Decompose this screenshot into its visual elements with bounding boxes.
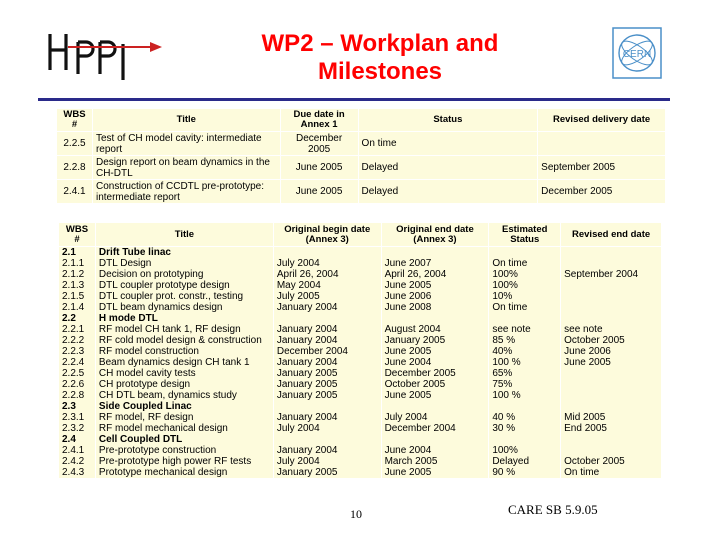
milestone-status: Delayed <box>358 156 538 180</box>
milestone-status: Delayed <box>358 180 538 204</box>
workplan-row <box>59 423 662 434</box>
workplan-wbs: 2.4 <box>59 434 96 445</box>
workplan-revised: June 2006 <box>561 346 662 357</box>
workplan-header-cell: Title <box>95 223 273 247</box>
workplan-wbs: 2.3.1 <box>59 412 96 423</box>
title-divider <box>38 98 670 101</box>
workplan-end: January 2005 <box>381 335 489 346</box>
workplan-status <box>489 401 561 412</box>
workplan-row <box>59 445 662 456</box>
cern-logo <box>612 27 662 79</box>
workplan-begin: April 26, 2004 <box>273 269 381 280</box>
workplan-status: 30 % <box>489 423 561 434</box>
workplan-begin: January 2004 <box>273 357 381 368</box>
workplan-status: 100% <box>489 445 561 456</box>
workplan-wbs: 2.2.4 <box>59 357 96 368</box>
workplan-title: Decision on prototyping <box>95 269 273 280</box>
milestone-wbs: 2.4.1 <box>57 180 93 204</box>
workplan-wbs: 2.2.3 <box>59 346 96 357</box>
milestone-title: Test of CH model cavity: intermediate report <box>92 132 280 156</box>
workplan-wbs: 2.2.2 <box>59 335 96 346</box>
workplan-section-row <box>59 313 662 324</box>
workplan-revised: End 2005 <box>561 423 662 434</box>
workplan-revised <box>561 247 662 259</box>
workplan-revised <box>561 445 662 456</box>
milestones-row <box>57 180 666 204</box>
workplan-header-cell: Estimated Status <box>489 223 561 247</box>
workplan-row <box>59 335 662 346</box>
workplan-title: RF model mechanical design <box>95 423 273 434</box>
hippi-logo <box>44 30 170 82</box>
workplan-title: Drift Tube linac <box>95 247 273 259</box>
workplan-title: Cell Coupled DTL <box>95 434 273 445</box>
milestone-status: On time <box>358 132 538 156</box>
milestones-row <box>57 132 666 156</box>
workplan-title: Beam dynamics design CH tank 1 <box>95 357 273 368</box>
workplan-status: see note <box>489 324 561 335</box>
workplan-wbs: 2.1.3 <box>59 280 96 291</box>
workplan-revised <box>561 379 662 390</box>
workplan-wbs: 2.2 <box>59 313 96 324</box>
workplan-row <box>59 368 662 379</box>
milestones-table <box>56 108 666 204</box>
workplan-revised: September 2004 <box>561 269 662 280</box>
workplan-title: CH model cavity tests <box>95 368 273 379</box>
title-line-2: Milestones <box>317 58 443 85</box>
workplan-status: 100% <box>489 280 561 291</box>
workplan-status <box>489 313 561 324</box>
workplan-begin: July 2004 <box>273 258 381 269</box>
workplan-begin: July 2004 <box>273 423 381 434</box>
workplan-row <box>59 412 662 423</box>
milestones-header-row <box>57 109 666 132</box>
milestone-title: Construction of CCDTL pre-prototype: intermediate report <box>92 180 280 204</box>
workplan-wbs: 2.2.6 <box>59 379 96 390</box>
workplan-status: 40% <box>489 346 561 357</box>
workplan-section-row <box>59 434 662 445</box>
workplan-wbs: 2.1.4 <box>59 302 96 313</box>
workplan-row <box>59 379 662 390</box>
workplan-begin: January 2005 <box>273 379 381 390</box>
workplan-wbs: 2.2.5 <box>59 368 96 379</box>
milestones-header-cell: Status <box>358 109 538 132</box>
milestone-wbs: 2.2.5 <box>57 132 93 156</box>
workplan-wbs: 2.3 <box>59 401 96 412</box>
workplan-title: CH prototype design <box>95 379 273 390</box>
workplan-title: RF cold model design & construction <box>95 335 273 346</box>
workplan-row <box>59 357 662 368</box>
workplan-table <box>58 222 662 478</box>
title-line-1: WP2 – Workplan and <box>261 30 499 57</box>
workplan-title: DTL coupler prototype design <box>95 280 273 291</box>
workplan-end: March 2005 <box>381 456 489 467</box>
workplan-status: 100 % <box>489 357 561 368</box>
workplan-begin: January 2005 <box>273 467 381 478</box>
workplan-title: Side Coupled Linac <box>95 401 273 412</box>
workplan-end: December 2004 <box>381 423 489 434</box>
workplan-end: June 2005 <box>381 390 489 401</box>
workplan-begin: January 2004 <box>273 324 381 335</box>
workplan-wbs: 2.4.3 <box>59 467 96 478</box>
workplan-row <box>59 324 662 335</box>
workplan-revised <box>561 291 662 302</box>
workplan-revised: October 2005 <box>561 456 662 467</box>
page-number: 10 <box>350 507 362 521</box>
workplan-begin: July 2005 <box>273 291 381 302</box>
workplan-row <box>59 390 662 401</box>
workplan-status: 40 % <box>489 412 561 423</box>
workplan-revised: Mid 2005 <box>561 412 662 423</box>
workplan-header-cell: Revised end date <box>561 223 662 247</box>
workplan-status <box>489 247 561 259</box>
workplan-revised <box>561 258 662 269</box>
workplan-title: Prototype mechanical design <box>95 467 273 478</box>
milestone-revised: September 2005 <box>538 156 666 180</box>
workplan-body <box>59 247 662 479</box>
workplan-end <box>381 401 489 412</box>
workplan-end: April 26, 2004 <box>381 269 489 280</box>
milestone-due: June 2005 <box>280 180 358 204</box>
workplan-begin: May 2004 <box>273 280 381 291</box>
workplan-begin: July 2004 <box>273 456 381 467</box>
workplan-title: RF model, RF design <box>95 412 273 423</box>
workplan-wbs: 2.4.1 <box>59 445 96 456</box>
workplan-revised <box>561 368 662 379</box>
workplan-wbs: 2.1 <box>59 247 96 259</box>
milestones-row <box>57 156 666 180</box>
workplan-status: 75% <box>489 379 561 390</box>
workplan-end: December 2005 <box>381 368 489 379</box>
milestone-title: Design report on beam dynamics in the CH-DTL <box>92 156 280 180</box>
workplan-row <box>59 302 662 313</box>
workplan-row <box>59 258 662 269</box>
workplan-status: 10% <box>489 291 561 302</box>
workplan-header-cell: Original begin date (Annex 3) <box>273 223 381 247</box>
workplan-revised <box>561 313 662 324</box>
workplan-revised <box>561 401 662 412</box>
workplan-header-cell: WBS # <box>59 223 96 247</box>
milestones-header-cell: WBS # <box>57 109 93 132</box>
workplan-header-row <box>59 223 662 247</box>
workplan-end: June 2005 <box>381 280 489 291</box>
workplan-begin <box>273 401 381 412</box>
workplan-title: CH DTL beam, dynamics study <box>95 390 273 401</box>
workplan-wbs: 2.2.1 <box>59 324 96 335</box>
workplan-end: June 2008 <box>381 302 489 313</box>
workplan-section-row <box>59 247 662 259</box>
workplan-end: June 2004 <box>381 445 489 456</box>
workplan-begin: January 2004 <box>273 412 381 423</box>
workplan-begin: January 2004 <box>273 302 381 313</box>
milestone-revised <box>538 132 666 156</box>
workplan-end: June 2007 <box>381 258 489 269</box>
workplan-revised: October 2005 <box>561 335 662 346</box>
workplan-title: Pre-prototype construction <box>95 445 273 456</box>
workplan-wbs: 2.4.2 <box>59 456 96 467</box>
workplan-title: DTL Design <box>95 258 273 269</box>
workplan-revised: On time <box>561 467 662 478</box>
milestone-due: June 2005 <box>280 156 358 180</box>
milestones-header-cell: Title <box>92 109 280 132</box>
workplan-wbs: 2.3.2 <box>59 423 96 434</box>
workplan-end <box>381 247 489 259</box>
workplan-begin: January 2005 <box>273 368 381 379</box>
workplan-begin: January 2004 <box>273 445 381 456</box>
workplan-status <box>489 434 561 445</box>
workplan-begin <box>273 313 381 324</box>
workplan-status: On time <box>489 258 561 269</box>
workplan-end: June 2006 <box>381 291 489 302</box>
milestones-header-cell: Revised delivery date <box>538 109 666 132</box>
slide-title <box>200 30 560 86</box>
workplan-begin <box>273 434 381 445</box>
workplan-end: October 2005 <box>381 379 489 390</box>
workplan-row <box>59 346 662 357</box>
workplan-end: August 2004 <box>381 324 489 335</box>
workplan-title: DTL beam dynamics design <box>95 302 273 313</box>
workplan-row <box>59 467 662 478</box>
workplan-status: Delayed <box>489 456 561 467</box>
workplan-row <box>59 280 662 291</box>
workplan-wbs: 2.1.5 <box>59 291 96 302</box>
workplan-status: 100% <box>489 269 561 280</box>
workplan-revised <box>561 390 662 401</box>
milestones-header-cell: Due date in Annex 1 <box>280 109 358 132</box>
workplan-status: 90 % <box>489 467 561 478</box>
workplan-end <box>381 313 489 324</box>
workplan-begin <box>273 247 381 259</box>
workplan-revised: June 2005 <box>561 357 662 368</box>
workplan-revised <box>561 434 662 445</box>
milestone-due: December 2005 <box>280 132 358 156</box>
workplan-title: H mode DTL <box>95 313 273 324</box>
workplan-revised <box>561 302 662 313</box>
milestone-revised: December 2005 <box>538 180 666 204</box>
workplan-status: On time <box>489 302 561 313</box>
workplan-header-cell: Original end date (Annex 3) <box>381 223 489 247</box>
workplan-begin: January 2005 <box>273 390 381 401</box>
footer-reference: CARE SB 5.9.05 <box>508 502 598 517</box>
workplan-revised <box>561 280 662 291</box>
workplan-row <box>59 456 662 467</box>
cern-logo-text: CERN <box>622 49 652 60</box>
workplan-end: June 2005 <box>381 346 489 357</box>
workplan-section-row <box>59 401 662 412</box>
workplan-title: DTL coupler prot. constr., testing <box>95 291 273 302</box>
workplan-row <box>59 269 662 280</box>
workplan-wbs: 2.2.8 <box>59 390 96 401</box>
workplan-begin: January 2004 <box>273 335 381 346</box>
workplan-row <box>59 291 662 302</box>
workplan-end: June 2004 <box>381 357 489 368</box>
workplan-end: July 2004 <box>381 412 489 423</box>
workplan-wbs: 2.1.2 <box>59 269 96 280</box>
workplan-status: 100 % <box>489 390 561 401</box>
workplan-title: RF model construction <box>95 346 273 357</box>
workplan-begin: December 2004 <box>273 346 381 357</box>
workplan-end: June 2005 <box>381 467 489 478</box>
workplan-title: Pre-prototype high power RF tests <box>95 456 273 467</box>
workplan-status: 85 % <box>489 335 561 346</box>
milestone-wbs: 2.2.8 <box>57 156 93 180</box>
workplan-wbs: 2.1.1 <box>59 258 96 269</box>
workplan-revised: see note <box>561 324 662 335</box>
workplan-end <box>381 434 489 445</box>
workplan-title: RF model CH tank 1, RF design <box>95 324 273 335</box>
workplan-status: 65% <box>489 368 561 379</box>
